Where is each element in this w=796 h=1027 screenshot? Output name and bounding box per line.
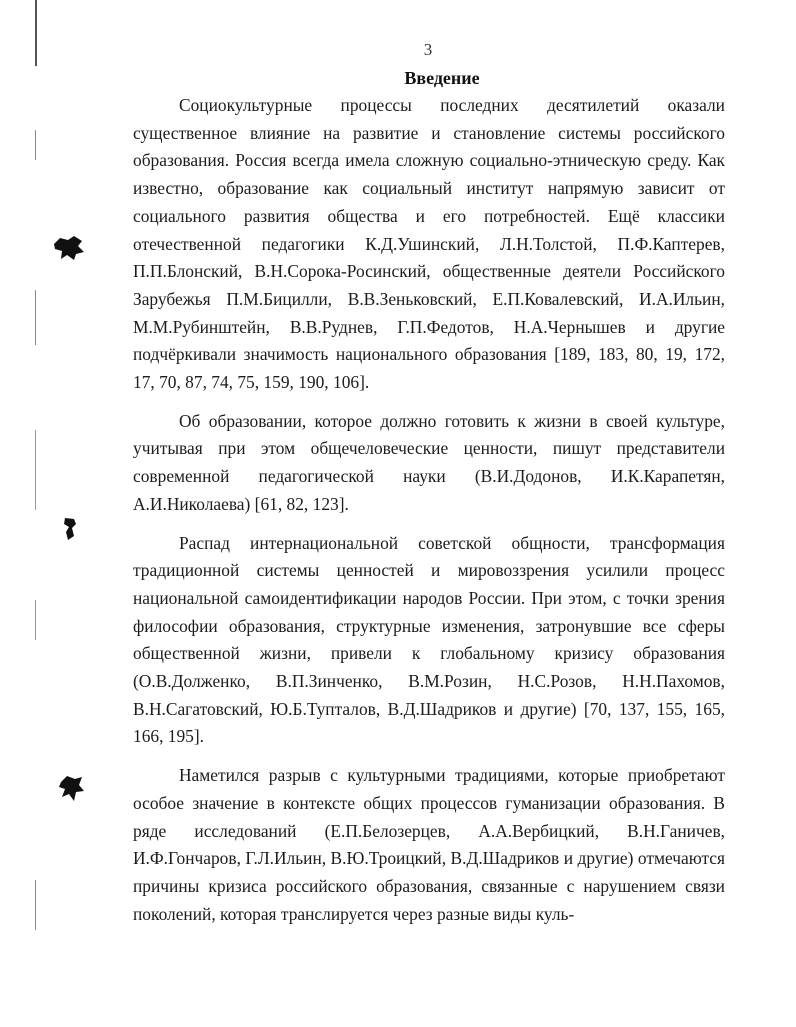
scan-edge-line <box>35 600 36 640</box>
binding-hole-mark <box>62 516 78 542</box>
binding-hole-mark <box>52 234 86 262</box>
section-heading: Введение <box>404 68 480 88</box>
scan-edge-line <box>35 290 36 345</box>
scan-edge-line <box>35 430 36 510</box>
paragraph: Наметился разрыв с культурными традициями, которые приобретают особое значение в контексте общих процессов гуманизации образования. В ряде исследований (Е.П.Белозерцев, А.А.Вербицкий, В.Н.Ганичев, И.Ф.Гончаров, Г.Л.Ильин, В.Ю.Троицкий, В.Д.Шадриков и другие) отмечаются причины кризиса российского образования, связанные с нарушением связи поколений, которая транслируется через разные виды куль- <box>133 765 725 924</box>
page-number: 3 <box>423 40 433 59</box>
scan-edge-line <box>35 880 36 930</box>
paragraph: Об образовании, которое должно готовить к жизни в своей культуре, учитывая при этом общечеловеческие ценности, пишут представители современной педагогической науки (В.И.Додонов, И.К.Карапетян, А.И.Николаева) [61, 82, 123]. <box>133 410 725 514</box>
paragraph: Распад интернациональной советской общности, трансформация традиционной системы ценностей и мировоззрения усилили процесс национальной самоидентификации народов России. При этом, с точки зрения философии образования, структурные изменения, затронувшие все сферы общественной жизни, привели к глобальному кризису образования (О.В.Долженко, В.П.Зинченко, В.М.Розин, Н.С.Розов, Н.Н.Пахомов, В.Н.Сагатовский, Ю.Б.Тупталов, В.Д.Шадриков и другие) [70, 137, 155, 165, 166, 195]. <box>133 532 725 747</box>
paragraph: Социокультурные процессы последних десятилетий оказали существенное влияние на развитие и становление системы российского образования. Россия всегда имела сложную социально-этническую среду. Как известно, образование как социальный институт напрямую зависит от социального развития общества и его потребностей. Ещё классики отечественной педагогики К.Д.Ушинский, Л.Н.Толстой, П.Ф.Каптерев, П.П.Блонский, В.Н.Сорока-Росинский, общественные деятели Российского Зарубежья П.М.Бицилли, В.В.Зеньковский, Е.П.Ковалевский, И.А.Ильин, М.М.Рубинштейн, В.В.Руднев, Г.П.Федотов, Н.А.Чернышев и другие подчёркивали значимость национального образования [189, 183, 80, 19, 172, 17, 70, 87, 74, 75, 159, 190, 106]. <box>133 95 725 393</box>
scan-edge-line <box>35 130 36 160</box>
scan-edge-line <box>35 0 37 66</box>
body-text <box>133 92 725 928</box>
binding-hole-mark <box>57 774 85 804</box>
